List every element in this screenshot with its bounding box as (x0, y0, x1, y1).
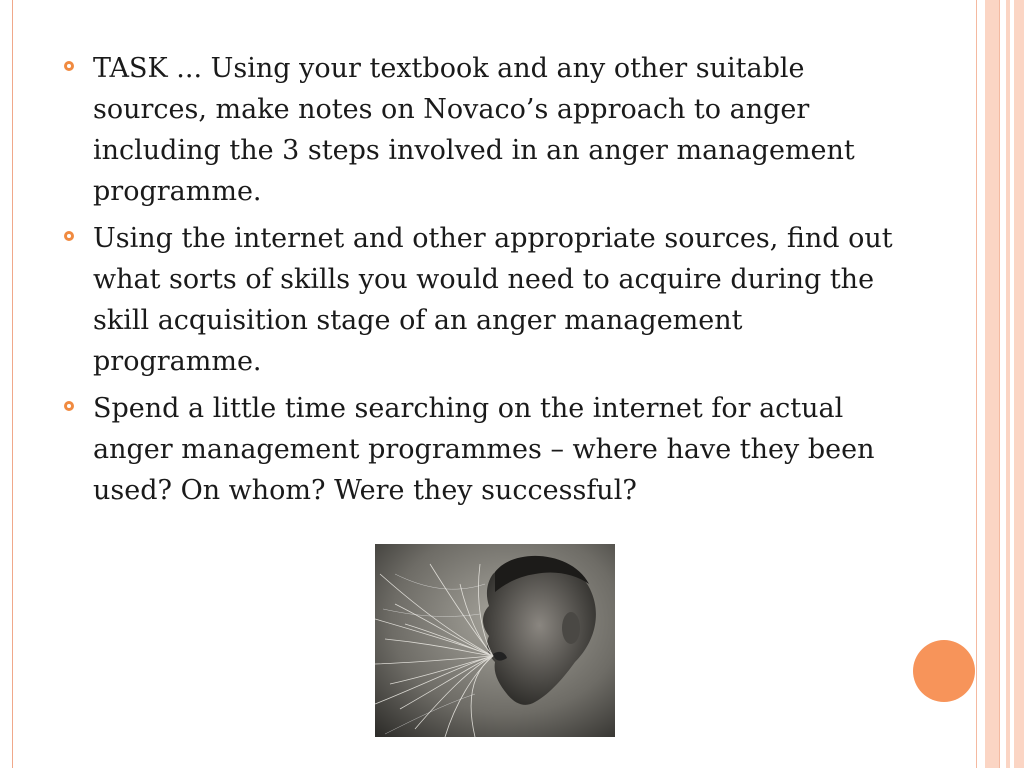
stripe (976, 0, 977, 768)
bullet-item-programmes (62, 388, 902, 511)
bullet-text: TASK ... Using your textbook and any other suitable sources, make notes on Novaco’s approach to anger including the 3 steps involved in an anger management programme. (93, 53, 855, 207)
right-decorative-stripes (976, 0, 1024, 768)
bullet-item-task (62, 48, 902, 212)
stripe (999, 0, 1000, 768)
bullet-text: Using the internet and other appropriate sources, find out what sorts of skills you would need to acquire during the skill acquisition stage of an anger management programme. (93, 223, 893, 377)
stripe (985, 0, 999, 768)
left-border (12, 0, 13, 768)
bullet-ring-icon (64, 61, 74, 71)
bullet-text: Spend a little time searching on the internet for actual anger management programmes – where have they been used? On whom? Were they successful? (93, 393, 875, 506)
stripe (1014, 0, 1024, 768)
angry-man-illustration-icon (375, 544, 615, 737)
bullet-item-skills (62, 218, 902, 382)
bullet-ring-icon (64, 231, 74, 241)
bullet-list (62, 48, 902, 517)
orange-circle-decoration (913, 640, 975, 702)
bullet-ring-icon (64, 401, 74, 411)
stripe (1006, 0, 1010, 768)
